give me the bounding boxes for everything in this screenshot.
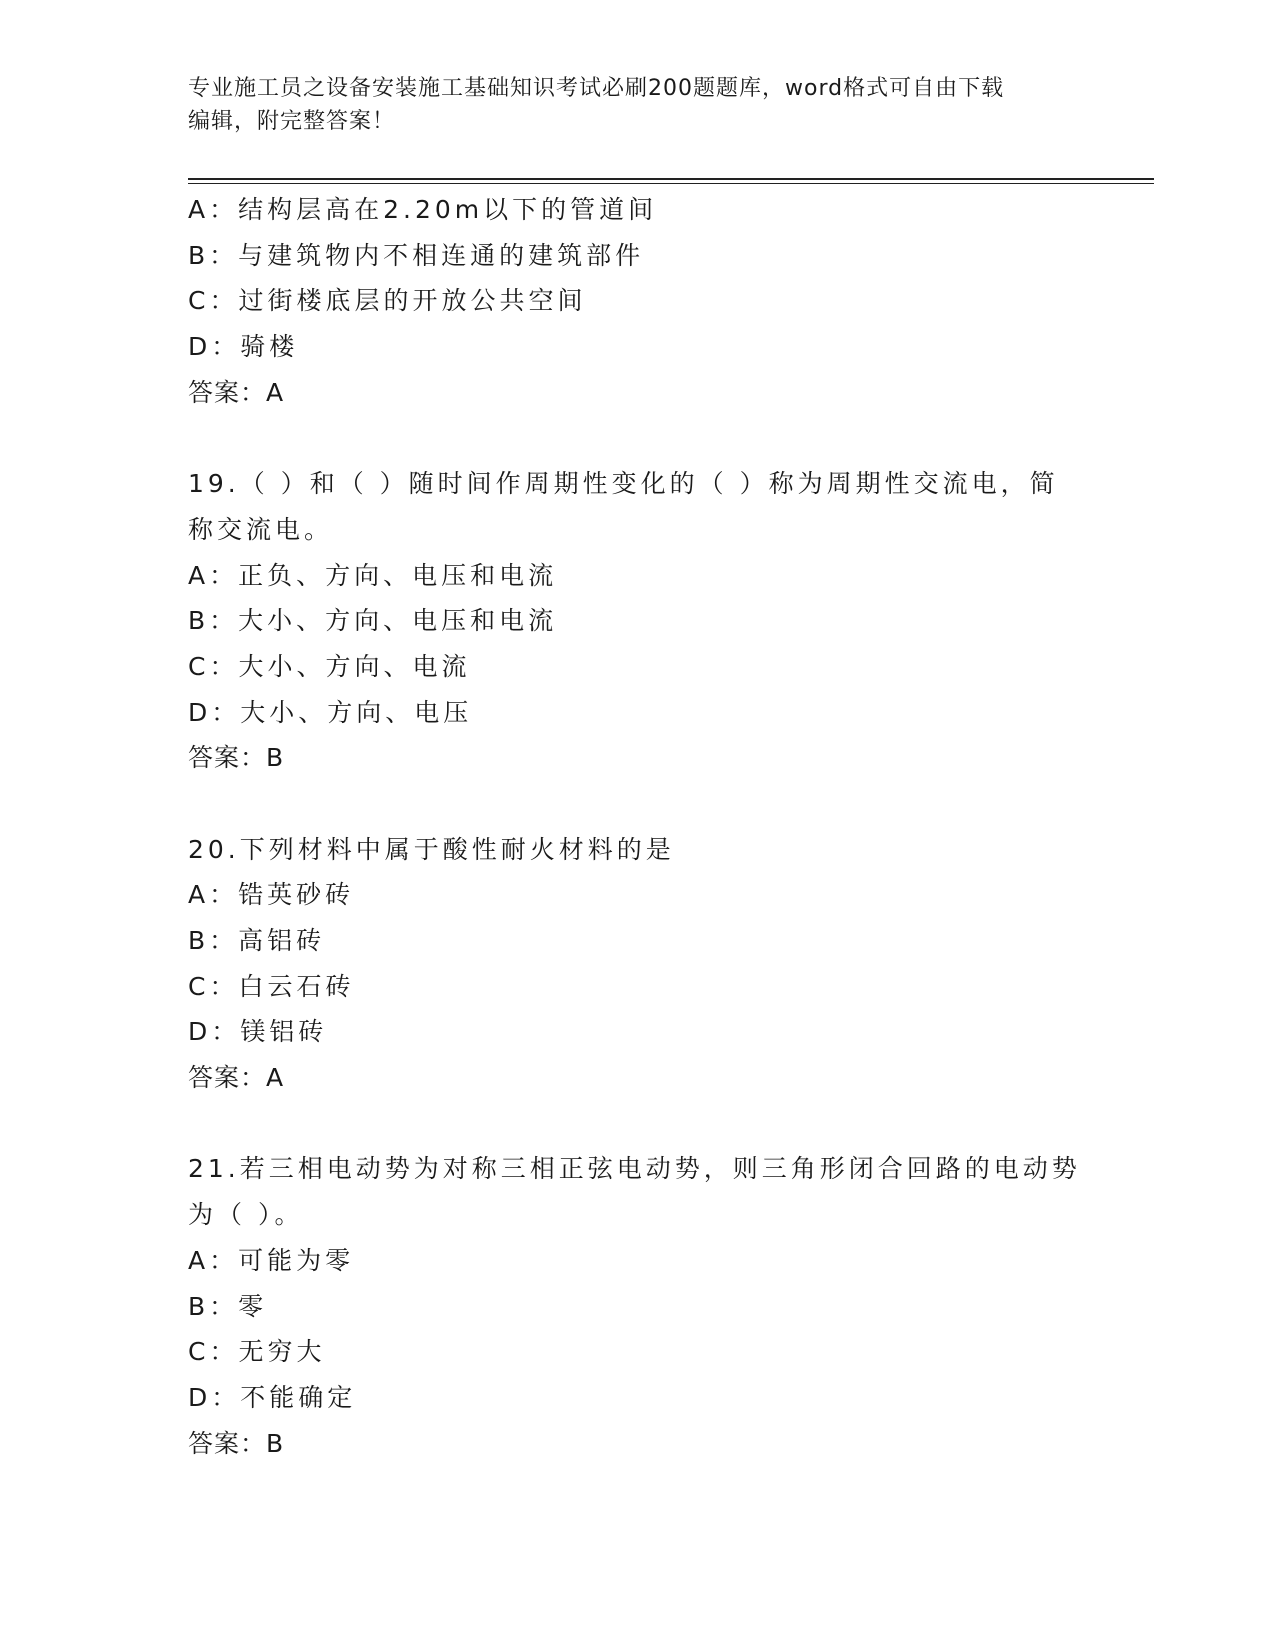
header-line-2: 编辑，附完整答案！ <box>188 109 396 134</box>
question-content <box>188 187 1088 1466</box>
question-text-line-1: 21.若三相电动势为对称三相正弦电动势，则三角形闭合回路的电动势 <box>188 1154 1081 1184</box>
answer: 答案：A <box>188 1063 285 1093</box>
question-18 <box>188 187 1088 415</box>
option-c: C：大小、方向、电流 <box>188 651 471 681</box>
answer: 答案：B <box>188 743 285 773</box>
question-21 <box>188 1146 1088 1466</box>
option-b: B：零 <box>188 1291 268 1321</box>
header-divider-thin <box>188 183 1154 184</box>
header-divider-thick <box>188 178 1154 180</box>
option-d: D：大小、方向、电压 <box>188 697 473 727</box>
option-c: C：无穷大 <box>188 1337 326 1367</box>
spacer <box>188 415 1088 461</box>
option-b: B：高铝砖 <box>188 926 326 955</box>
option-d: D：骑楼 <box>188 332 299 362</box>
question-20 <box>188 827 1088 1101</box>
question-text-line-2: 称交流电。 <box>188 514 334 544</box>
question-19 <box>188 461 1088 781</box>
spacer <box>188 781 1088 827</box>
option-c: C：过街楼底层的开放公共空间 <box>188 286 587 316</box>
option-a: A：结构层高在2.20m以下的管道间 <box>188 195 658 224</box>
option-a: A：可能为零 <box>188 1245 355 1275</box>
option-b: B：与建筑物内不相连通的建筑部件 <box>188 240 645 270</box>
answer: 答案：A <box>188 377 285 407</box>
option-b: B：大小、方向、电压和电流 <box>188 606 558 636</box>
question-text-line-1: 20.下列材料中属于酸性耐火材料的是 <box>188 834 675 864</box>
answer: 答案：B <box>188 1428 285 1458</box>
header-line-1: 专业施工员之设备安装施工基础知识考试必刷200题题库，word格式可自由下载 <box>188 76 1005 101</box>
option-d: D：镁铝砖 <box>188 1017 328 1047</box>
option-c: C：白云石砖 <box>188 971 355 1001</box>
question-text-line-1: 19.（ ）和（ ）随时间作周期性变化的（ ）称为周期性交流电，简 <box>188 469 1059 499</box>
spacer <box>188 1101 1088 1147</box>
document-header <box>188 72 1088 138</box>
option-a: A：锆英砂砖 <box>188 880 355 910</box>
option-a: A：正负、方向、电压和电流 <box>188 560 558 590</box>
option-d: D：不能确定 <box>188 1382 357 1412</box>
question-text-line-2: 为（ ）。 <box>188 1200 304 1230</box>
